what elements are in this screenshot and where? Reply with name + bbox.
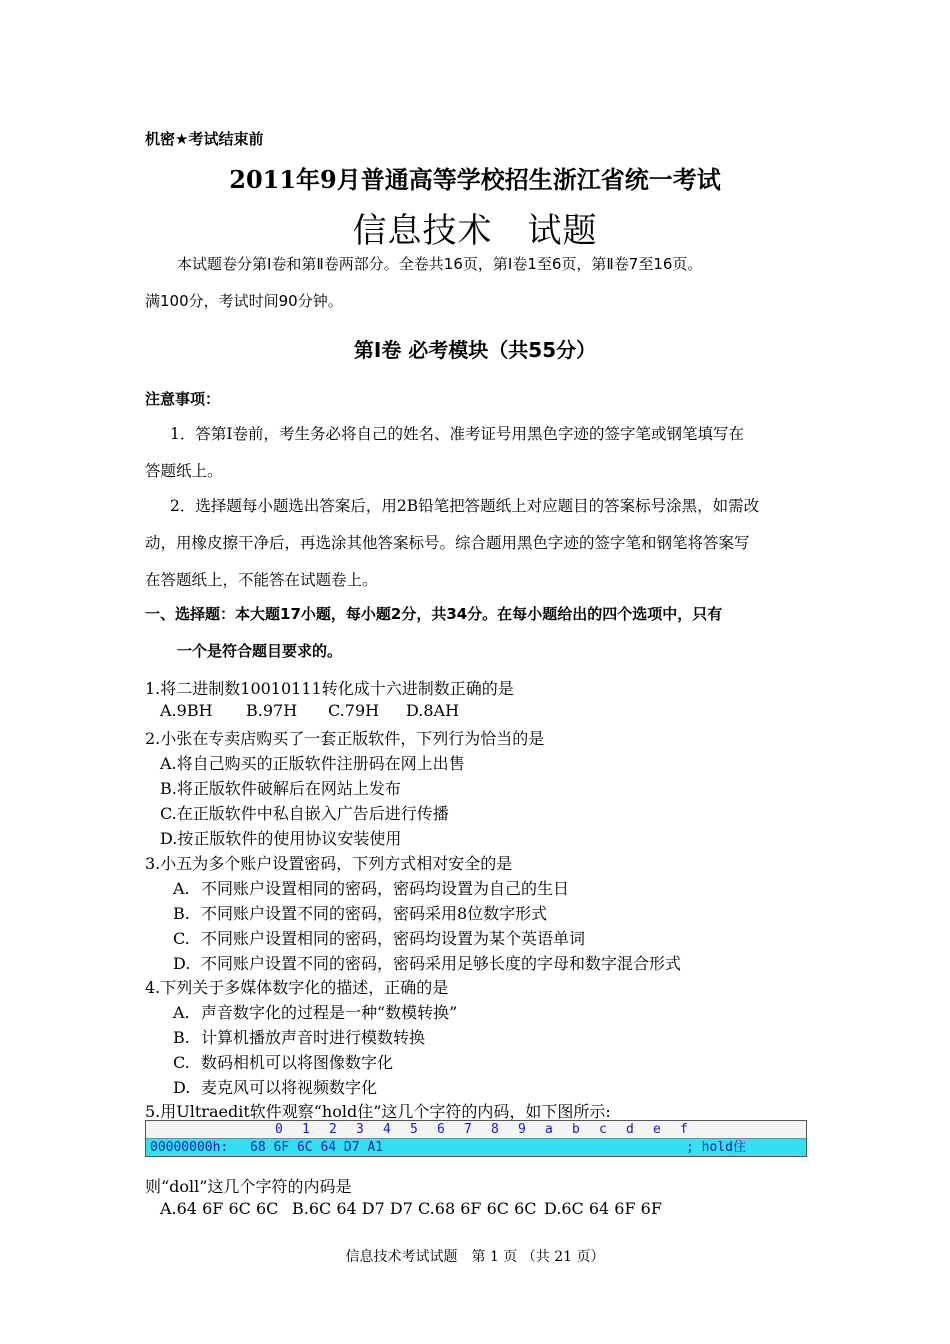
q3-option-d xyxy=(173,951,681,974)
ultraedit-hex-view xyxy=(145,1120,807,1157)
q4-option-c-letter: C. xyxy=(173,1053,190,1072)
q2-option-a: A.将自己购买的正版软件注册码在网上出售 xyxy=(160,754,465,773)
exam-title: 2011年9月普通高等学校招生浙江省统一考试 xyxy=(229,165,721,194)
hex-address: 00000000h: xyxy=(150,1140,229,1155)
part1-heading-line-1: 一、选择题：本大题17小题，每小题2分，共34分。在每小题给出的四个选项中，只有 xyxy=(145,605,723,623)
hex-col-1: 1 xyxy=(302,1122,310,1137)
q3-option-d-letter: D. xyxy=(173,954,191,973)
q3-option-b-text: 不同账户设置不同的密码，密码采用8位数字形式 xyxy=(201,904,548,923)
q3-option-c-text: 不同账户设置相同的密码，密码均设置为某个英语单词 xyxy=(201,929,586,948)
q4-option-b-letter: B. xyxy=(173,1028,190,1047)
q2-option-b: B.将正版软件破解后在网站上发布 xyxy=(160,779,401,798)
q1-option-c: C.79H xyxy=(328,701,380,720)
notice-item-2-line-3: 在答题纸上，不能答在试题卷上。 xyxy=(145,571,378,589)
hex-col-c: c xyxy=(599,1122,607,1137)
section-title: 第Ⅰ卷 必考模块（共55分） xyxy=(353,338,597,362)
hex-col-a: a xyxy=(545,1122,553,1137)
hex-data-row xyxy=(146,1139,806,1156)
notice-item-1-line-1: 1．答第Ⅰ卷前，考生务必将自己的姓名、准考证号用黑色字迹的签字笔或钢笔填写在 xyxy=(170,425,744,443)
q3-option-d-text: 不同账户设置不同的密码，密码采用足够长度的字母和数字混合形式 xyxy=(201,954,682,973)
q3-option-c-letter: C. xyxy=(173,929,190,948)
hex-bytes: 68 6F 6C 64 D7 A1 xyxy=(250,1140,384,1155)
q4-option-b-text: 计算机播放声音时进行模数转换 xyxy=(201,1028,426,1047)
hex-col-d: d xyxy=(626,1122,634,1137)
q4-option-d-letter: D. xyxy=(173,1078,191,1097)
hex-col-f: f xyxy=(680,1122,688,1137)
q4-option-a-text: 声音数字化的过程是一种“数模转换” xyxy=(201,1003,458,1022)
q3-option-c xyxy=(173,926,585,949)
q5-option-d: D.6C 64 6F 6F xyxy=(544,1199,662,1218)
notice-item-2-line-2: 动，用橡皮擦干净后，再选涂其他答案标号。综合题用黑色字迹的签字笔和钢笔将答案写 xyxy=(145,534,750,552)
hex-col-2: 2 xyxy=(329,1122,337,1137)
q5-option-c: C.68 6F 6C 6C xyxy=(418,1199,537,1218)
q3-option-b xyxy=(173,901,547,924)
q1-option-a: A.9BH xyxy=(160,701,213,720)
q4-stem: 4.下列关于多媒体数字化的描述，正确的是 xyxy=(145,978,449,997)
q3-option-a-letter: A. xyxy=(173,879,190,898)
notice-item-1-line-2: 答题纸上。 xyxy=(145,462,223,480)
hex-col-0: 0 xyxy=(275,1122,283,1137)
q1-stem: 1.将二进制数10010111转化成十六进制数正确的是 xyxy=(145,679,514,698)
q4-option-b xyxy=(173,1025,425,1048)
notice-item-2-line-1: 2．选择题每小题选出答案后，用2B铅笔把答题纸上对应题目的答案标号涂黑，如需改 xyxy=(170,497,760,515)
subject-title: 信息技术 试题 xyxy=(352,211,598,251)
q4-option-d-text: 麦克风可以将视频数字化 xyxy=(201,1078,378,1097)
hex-col-8: 8 xyxy=(491,1122,499,1137)
q2-option-c: C.在正版软件中私自嵌入广告后进行传播 xyxy=(160,804,449,823)
q2-stem: 2.小张在专卖店购买了一套正版软件，下列行为恰当的是 xyxy=(145,729,545,748)
intro-line-2: 满100分，考试时间90分钟。 xyxy=(145,292,343,310)
q5-follow-up: 则“doll”这几个字符的内码是 xyxy=(145,1177,352,1196)
q5-stem: 5.用Ultraedit软件观察“hold住”这几个字符的内码，如下图所示: xyxy=(145,1102,611,1121)
q4-option-a xyxy=(173,1000,457,1023)
q2-option-d: D.按正版软件的使用协议安装使用 xyxy=(160,829,402,848)
hex-column-header xyxy=(146,1121,806,1139)
hex-col-9: 9 xyxy=(518,1122,526,1137)
confidential-label: 机密★考试结束前 xyxy=(145,130,264,148)
q3-option-a xyxy=(173,876,569,899)
q1-options xyxy=(160,701,459,720)
q5-option-a: A.64 6F 6C 6C xyxy=(160,1199,279,1218)
q3-option-b-letter: B. xyxy=(173,904,190,923)
q1-option-d: D.8AH xyxy=(406,701,460,720)
q5-options xyxy=(160,1199,662,1218)
hex-col-7: 7 xyxy=(464,1122,472,1137)
hex-col-3: 3 xyxy=(356,1122,364,1137)
hex-text-preview: ; hold住 xyxy=(686,1140,746,1155)
q4-option-d xyxy=(173,1075,377,1098)
notice-title: 注意事项： xyxy=(145,390,221,408)
hex-col-5: 5 xyxy=(410,1122,418,1137)
q1-option-b: B.97H xyxy=(246,701,298,720)
q4-option-c-text: 数码相机可以将图像数字化 xyxy=(201,1053,394,1072)
part1-heading-line-2: 一个是符合题目要求的。 xyxy=(177,642,343,660)
q5-option-b: B.6C 64 D7 D7 xyxy=(292,1199,413,1218)
q3-option-a-text: 不同账户设置相同的密码，密码均设置为自己的生日 xyxy=(201,879,570,898)
page-footer: 信息技术考试试题 第 1 页 （共 21 页） xyxy=(345,1249,605,1265)
hex-col-6: 6 xyxy=(437,1122,445,1137)
q3-stem: 3.小五为多个账户设置密码，下列方式相对安全的是 xyxy=(145,854,513,873)
hex-col-b: b xyxy=(572,1122,580,1137)
hex-col-e: e xyxy=(653,1122,661,1137)
intro-line-1: 本试题卷分第Ⅰ卷和第Ⅱ卷两部分。全卷共16页，第Ⅰ卷1至6页，第Ⅱ卷7至16页。 xyxy=(177,255,703,273)
q4-option-a-letter: A. xyxy=(173,1003,190,1022)
hex-col-4: 4 xyxy=(383,1122,391,1137)
q4-option-c xyxy=(173,1050,393,1073)
